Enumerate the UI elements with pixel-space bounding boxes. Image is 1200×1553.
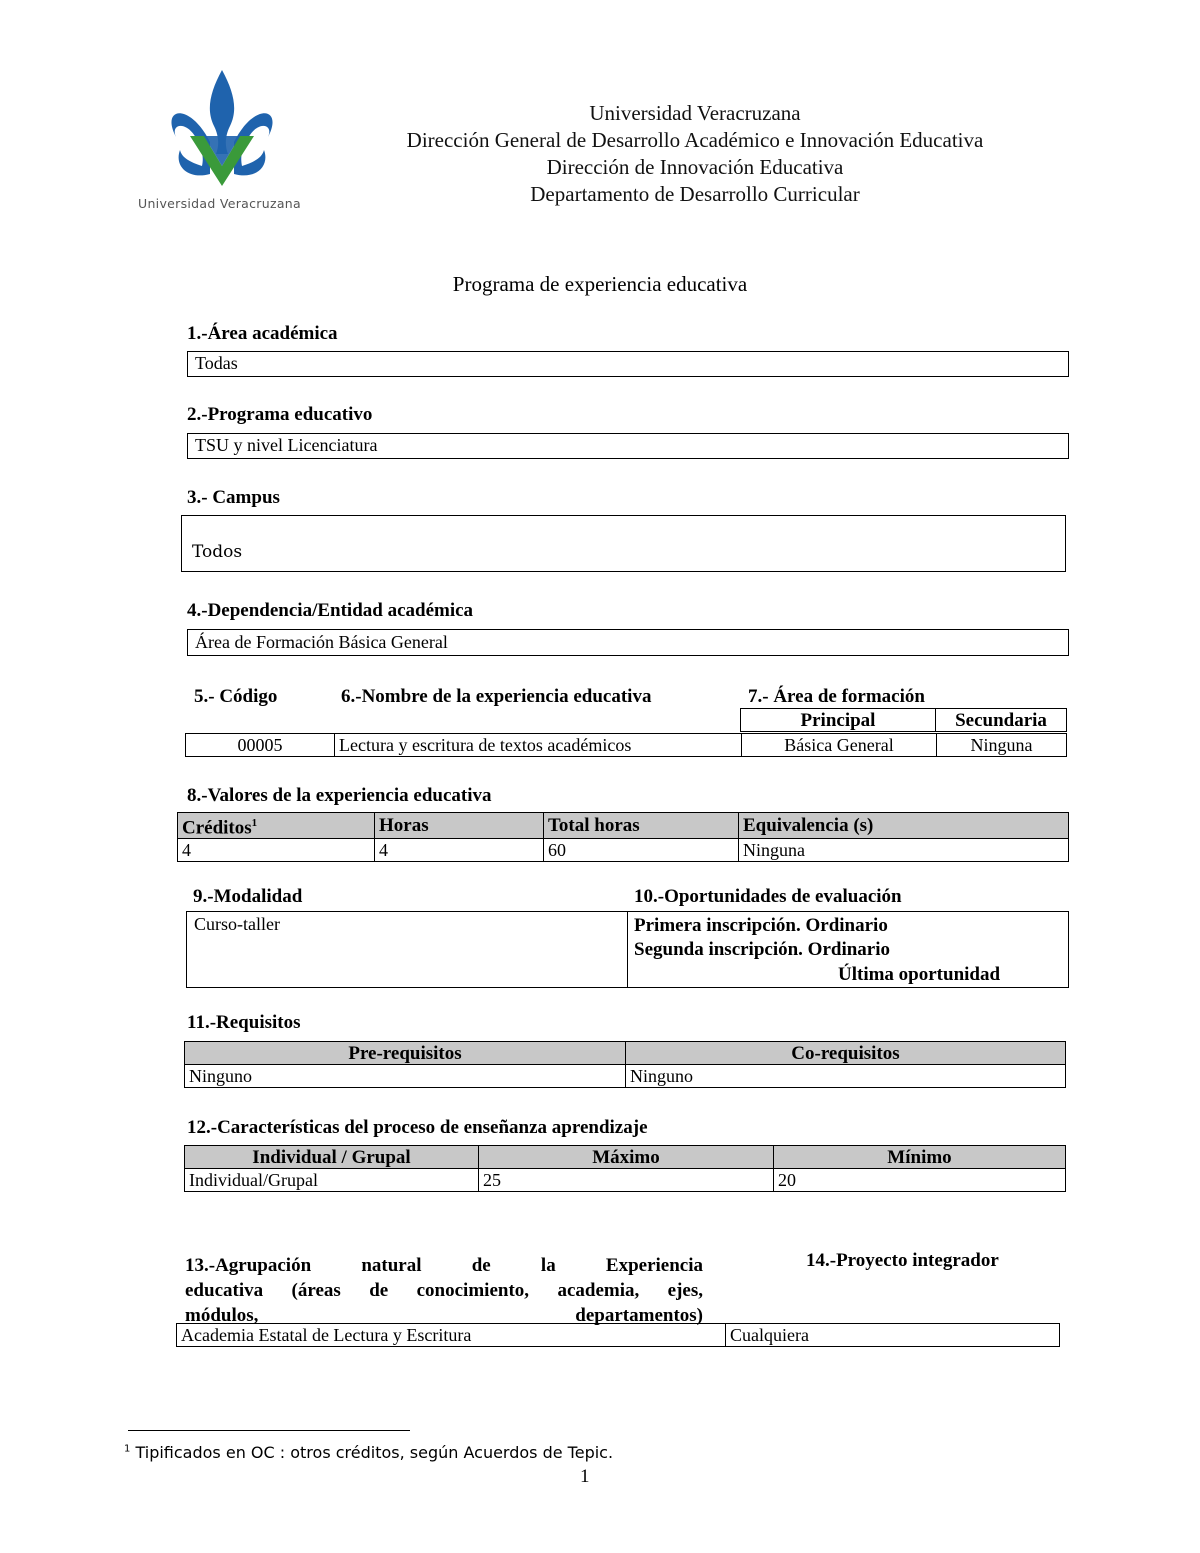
secundaria-value: Ninguna [937, 734, 1067, 757]
requisitos-table [184, 1041, 1066, 1088]
codigo-label: 5.- Código [194, 686, 278, 707]
co-requisitos-value: Ninguno [626, 1065, 1066, 1088]
modalidad-label: 9.-Modalidad [193, 886, 303, 907]
pre-requisitos-header: Pre-requisitos [185, 1042, 626, 1065]
secundaria-header: Secundaria [936, 709, 1067, 732]
header-line-1: Universidad Veracruzana [589, 101, 801, 125]
principal-value: Básica General [742, 734, 937, 757]
agrupacion-label: 13.-Agrupación natural de la Experiencia educativa (áreas de conocimiento, academia, ejes, módulos, departamentos) [185, 1255, 703, 1326]
fleur-de-lis-logo-icon [130, 62, 320, 192]
requisitos-label: 11.-Requisitos [187, 1012, 301, 1033]
creditos-value: 4 [178, 839, 375, 862]
codigo-nombre-table [185, 733, 1067, 757]
proyecto-integrador-label: 14.-Proyecto integrador [806, 1250, 999, 1271]
area-formacion-label: 7.- Área de formación [748, 686, 925, 707]
footnote: $^1$ Tipificados en OC : otros créditos, según Acuerdos de Tepic. [124, 1443, 614, 1462]
codigo-value: 00005 [186, 734, 335, 757]
individual-grupal-value: Individual/Grupal [185, 1169, 479, 1192]
programa-educativo-field: TSU y nivel Licenciatura [187, 433, 1069, 459]
programa-educativo-label: 2.-Programa educativo [187, 404, 373, 425]
pre-requisitos-value: Ninguno [185, 1065, 626, 1088]
oportunidad-line-1: Primera inscripción. Ordinario [634, 915, 888, 936]
total-horas-value: 60 [544, 839, 739, 862]
dependencia-field: Área de Formación Básica General [187, 629, 1069, 656]
valores-label: 8.-Valores de la experiencia educativa [187, 785, 492, 806]
dependencia-label: 4.-Dependencia/Entidad académica [187, 600, 474, 621]
document-title: Programa de experiencia educativa [452, 272, 748, 296]
valores-table [177, 812, 1069, 862]
minimo-header: Mínimo [774, 1146, 1066, 1169]
university-logo [130, 62, 320, 217]
nombre-ee-value: Lectura y escritura de textos académicos [335, 734, 742, 757]
area-academica-label: 1.-Área académica [187, 323, 338, 344]
oportunidad-line-3: Última oportunidad [838, 964, 1001, 985]
header-line-4: Departamento de Desarrollo Curricular [530, 182, 860, 206]
minimo-value: 20 [774, 1169, 1066, 1192]
individual-grupal-header: Individual / Grupal [185, 1146, 479, 1169]
campus-field: Todos [181, 515, 1066, 572]
header-line-2: Dirección General de Desarrollo Académico e Innovación Educativa [406, 128, 984, 152]
nombre-ee-label: 6.-Nombre de la experiencia educativa [341, 686, 652, 707]
campus-label: 3.- Campus [187, 487, 280, 508]
footnote-separator [128, 1430, 410, 1431]
maximo-header: Máximo [479, 1146, 774, 1169]
area-formacion-header-table [740, 708, 1067, 732]
oportunidad-line-2: Segunda inscripción. Ordinario [634, 939, 891, 960]
horas-header: Horas [375, 813, 544, 839]
total-horas-header: Total horas [544, 813, 739, 839]
area-academica-field: Todas [187, 351, 1069, 377]
agrupacion-table [176, 1323, 1060, 1347]
oportunidades-label: 10.-Oportunidades de evaluación [634, 886, 902, 907]
principal-header: Principal [741, 709, 936, 732]
modalidad-value: Curso-taller [194, 914, 280, 934]
caracteristicas-table [184, 1145, 1066, 1192]
maximo-value: 25 [479, 1169, 774, 1192]
proyecto-integrador-value: Cualquiera [726, 1324, 1060, 1347]
horas-value: 4 [375, 839, 544, 862]
equivalencia-header: Equivalencia (s) [739, 813, 1069, 839]
equivalencia-value: Ninguna [739, 839, 1069, 862]
co-requisitos-header: Co-requisitos [626, 1042, 1066, 1065]
caracteristicas-label: 12.-Características del proceso de enseñanza aprendizaje [187, 1117, 648, 1138]
creditos-header: Créditos$^1$ [178, 813, 375, 839]
page-number: 1 [580, 1466, 590, 1487]
header-line-3: Dirección de Innovación Educativa [546, 155, 844, 179]
modalidad-oportunidades-box [186, 911, 1069, 988]
logo-caption: Universidad Veracruzana [138, 196, 301, 211]
agrupacion-value: Academia Estatal de Lectura y Escritura [177, 1324, 726, 1347]
